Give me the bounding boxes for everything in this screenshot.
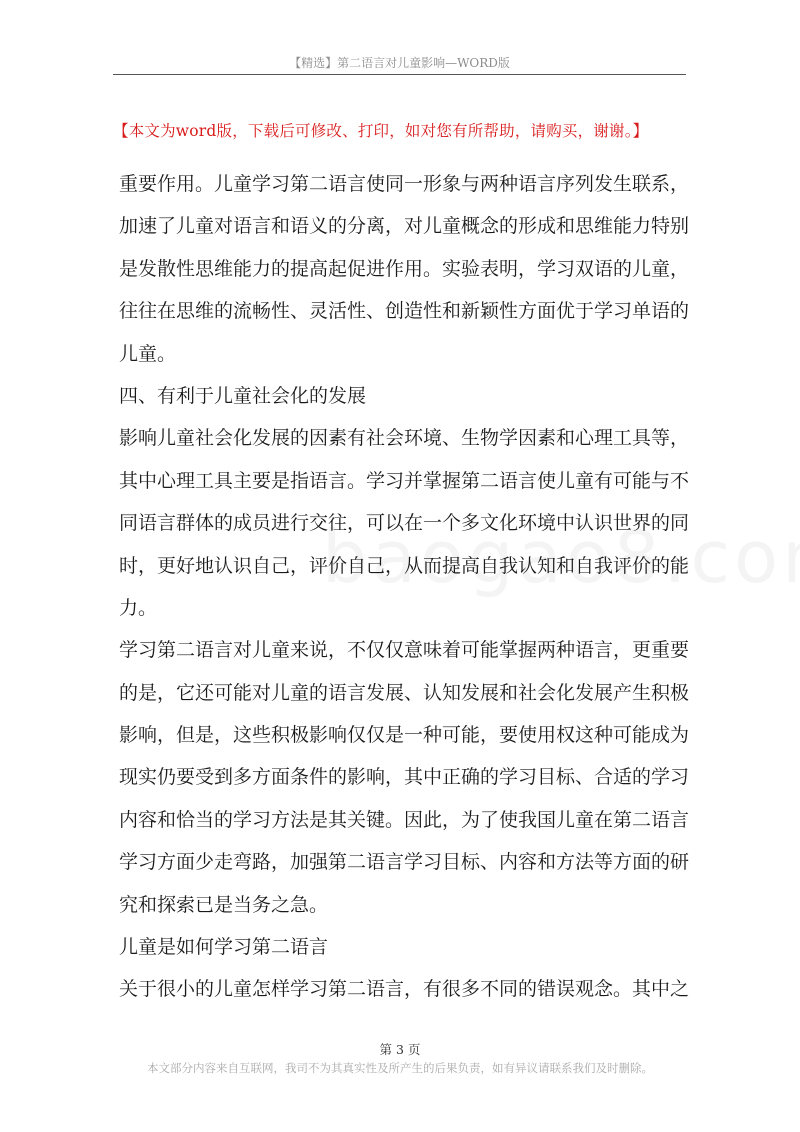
paragraph-line: 关于很小的儿童怎样学习第二语言，有很多不同的错误观念。其中之 [119, 978, 690, 1001]
paragraph-line: 内容和恰当的学习方法是其关键。因此，为了使我国儿童在第二语言 [119, 808, 690, 831]
paragraph-line: 时，更好地认识自己，评价自己，从而提高自我认知和自我评价的能 [119, 554, 690, 577]
paragraph-line: 儿童。 [119, 342, 177, 365]
paragraph-line: 学习方面少走弯路，加强第二语言学习目标、内容和方法等方面的研 [119, 851, 690, 874]
section-heading: 儿童是如何学习第二语言 [119, 936, 329, 959]
document-body [119, 163, 690, 1011]
paragraph-line: 其中心理工具主要是指语言。学习并掌握第二语言使儿童有可能与不 [119, 469, 690, 492]
header-rule [113, 74, 686, 75]
paragraph-line: 究和探索已是当务之急。 [119, 893, 329, 916]
paragraph-line: 重要作用。儿童学习第二语言使同一形象与两种语言序列发生联系， [119, 173, 690, 195]
paragraph-line: 往往在思维的流畅性、灵活性、创造性和新颖性方面优于学习单语的 [119, 300, 690, 323]
paragraph-line: 加速了儿童对语言和语义的分离，对儿童概念的形成和思维能力特别 [119, 215, 690, 238]
paragraph-line: 力。 [119, 596, 158, 619]
paragraph-line: 同语言群体的成员进行交往，可以在一个多文化环境中认识世界的同 [119, 512, 690, 535]
paragraph-line: 的是，它还可能对儿童的语言发展、认知发展和社会化发展产生积极 [119, 681, 690, 704]
paragraph-line: 现实仍要受到多方面条件的影响，其中正确的学习目标、合适的学习 [119, 766, 690, 789]
paragraph-line: 是发散性思维能力的提高起促进作用。实验表明，学习双语的儿童， [119, 257, 690, 280]
footer-disclaimer: 本文部分内容来自互联网，我司不为其真实性及所产生的后果负责，如有异议请联系我们及时删除。 [147, 1061, 653, 1075]
paragraph-line: 学习第二语言对儿童来说，不仅仅意味着可能掌握两种语言，更重要 [119, 639, 690, 662]
section-heading: 四、有利于儿童社会化的发展 [119, 384, 367, 407]
document-notice: 【本文为word版，下载后可修改、打印，如对您有所帮助，请购买，谢谢。】 [113, 122, 649, 140]
paragraph-line: 影响，但是，这些积极影响仅仅是一种可能，要使用权这种可能成为 [119, 724, 690, 747]
page-header-title: 【精选】第二语言对儿童影响—WORD版 [289, 56, 510, 70]
paragraph-line: 影响儿童社会化发展的因素有社会环境、生物学因素和心理工具等， [119, 427, 690, 450]
page-number: 第 3 页 [379, 1042, 421, 1057]
